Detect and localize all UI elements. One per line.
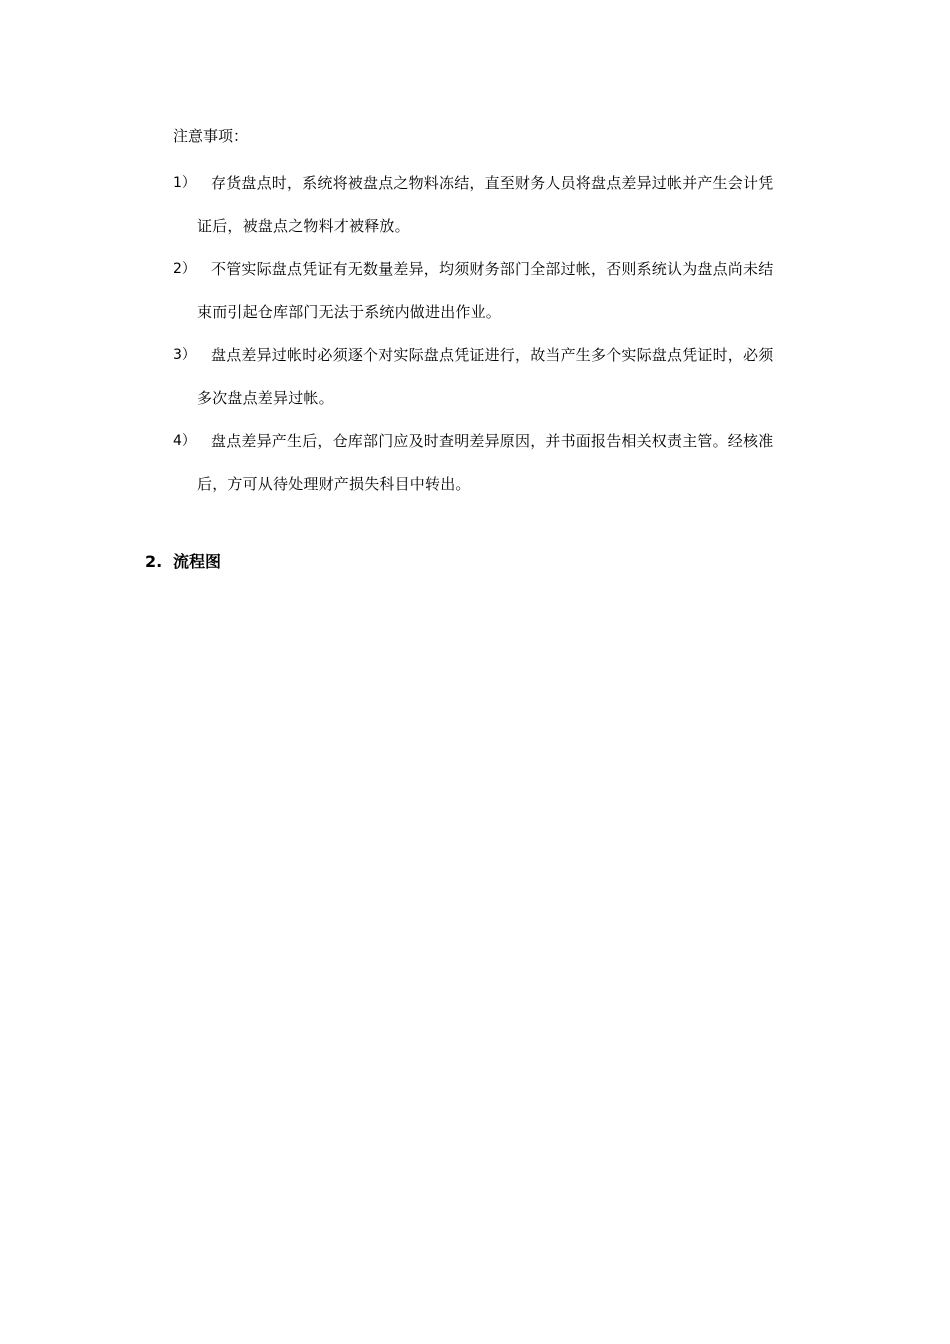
note-text-line1: 不管实际盘点凭证有无数量差异，均须财务部门全部过帐，否则系统认为盘点尚未结 — [211, 260, 774, 278]
notes-title: 注意事项： — [173, 127, 249, 145]
section-title: 流程图 — [173, 552, 222, 571]
note-text-line1: 盘点差异产生后，仓库部门应及时查明差异原因，并书面报告相关权责主管。经核准 — [211, 432, 774, 450]
note-number: 2） — [173, 261, 196, 277]
note-text-line1: 盘点差异过帐时必须逐个对实际盘点凭证进行，故当产生多个实际盘点凭证时，必须 — [211, 346, 774, 364]
note-number: 3） — [173, 347, 196, 363]
note-text-line2: 束而引起仓库部门无法于系统内做进出作业。 — [197, 303, 502, 321]
note-text-line2: 证后，被盘点之物料才被释放。 — [197, 217, 410, 235]
note-text-line1: 存货盘点时，系统将被盘点之物料冻结，直至财务人员将盘点差异过帐并产生会计凭 — [211, 174, 774, 192]
note-text-line2: 多次盘点差异过帐。 — [197, 389, 334, 407]
section-number: 2. — [145, 552, 163, 571]
note-text-line2: 后，方可从待处理财产损失科目中转出。 — [197, 475, 471, 493]
note-number: 4） — [173, 433, 196, 449]
note-number: 1） — [173, 175, 196, 191]
section-heading — [145, 551, 221, 573]
